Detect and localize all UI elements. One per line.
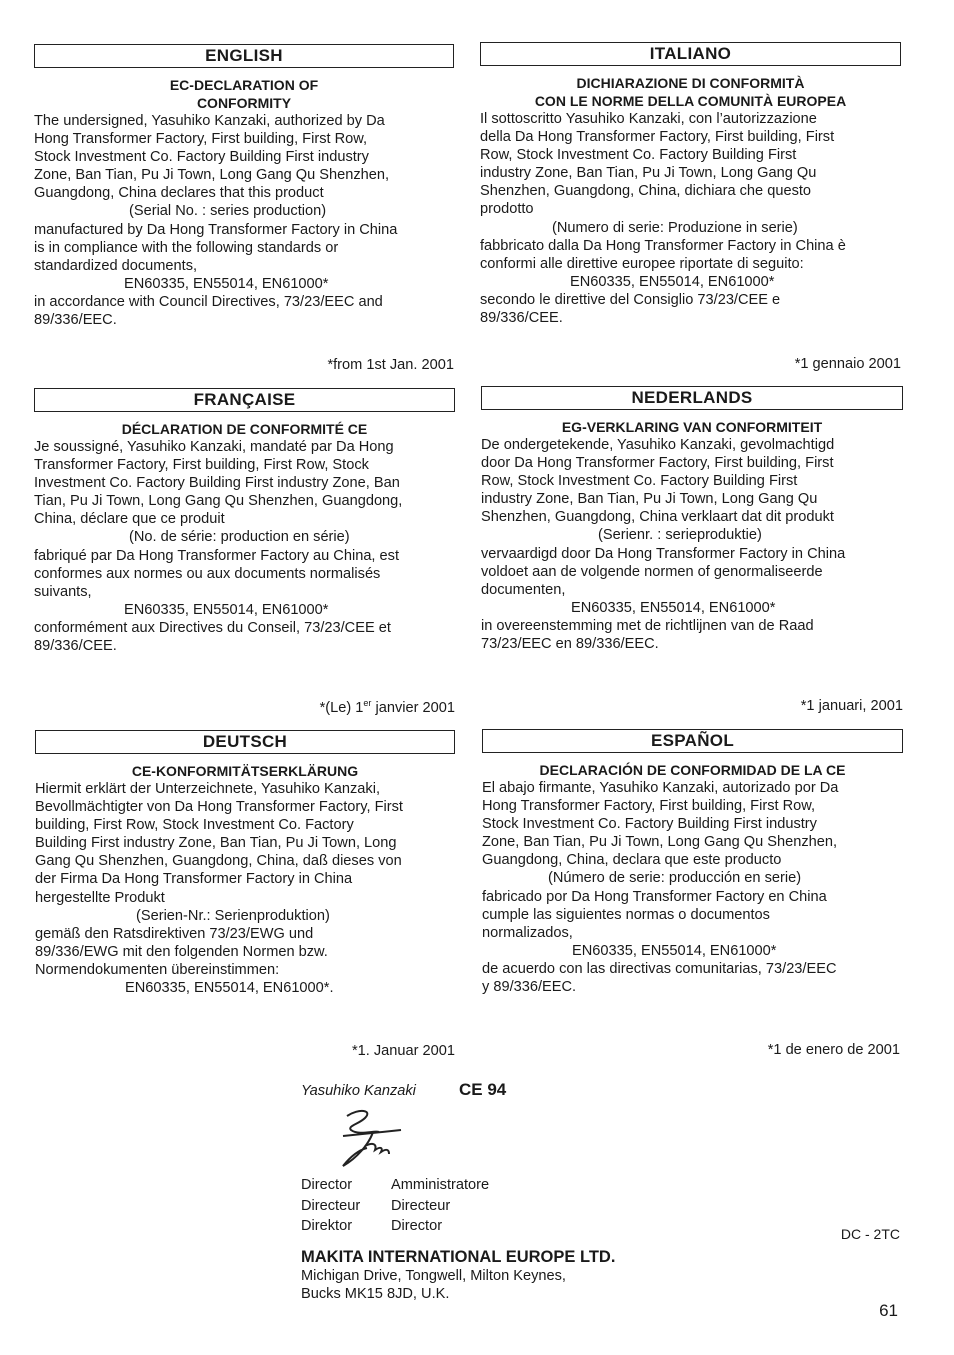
section-nederlands <box>481 386 903 714</box>
date-francaise <box>320 700 455 716</box>
subtitle-nederlands: EG-VERKLARING VAN CONFORMITEIT <box>561 419 823 435</box>
standards-line: EN60335, EN55014, EN61000* <box>124 601 329 618</box>
date-espanol: *1 de enero de 2001 <box>767 1042 900 1058</box>
body-espanol <box>482 779 903 996</box>
text-line: y 89/336/EEC. <box>482 979 577 996</box>
ce-mark: CE 94 <box>459 1080 507 1099</box>
date-italiano: *1 gennaio 2001 <box>794 356 901 372</box>
text-line: der Firma Da Hong Transformer Factory in China <box>35 871 353 888</box>
paragraph-lines <box>35 925 455 979</box>
text-line: Zone, Ban Tian, Pu Ji Town, Long Gang Qu Shenzhen, <box>482 834 838 851</box>
text-line: 89/336/CEE. <box>480 310 563 327</box>
text-line: in overeenstemming met de richtlijnen van de Raad <box>481 617 814 634</box>
section-francaise <box>34 388 455 716</box>
company-address-line: Bucks MK15 8JD, U.K. <box>301 1286 450 1302</box>
company-address-line: Michigan Drive, Tongwell, Milton Keynes, <box>301 1268 566 1284</box>
text-line: Guangdong, China, declara que este producto <box>482 852 782 869</box>
text-line: suivants, <box>34 583 92 600</box>
text-line: Il sottoscritto Yasuhiko Kanzaki, con l’autorizzazione <box>480 111 817 127</box>
text-line: voldoet aan de volgende normen of genormaliseerde <box>481 563 823 580</box>
date-suffix: janvier 2001 <box>371 700 455 716</box>
paragraph-lines <box>482 888 903 942</box>
text-line: standardized documents, <box>34 257 198 274</box>
text-line: fabbricato dalla Da Hong Transformer Factory in China è <box>480 237 846 254</box>
paragraph-lines <box>480 110 901 219</box>
text-line: China, déclare que ce produit <box>34 511 225 528</box>
subtitle-francaise: DÉCLARATION DE CONFORMITÉ CE <box>121 421 368 437</box>
text-line: fabriqué par Da Hong Transformer Factory au China, est <box>34 547 400 564</box>
section-italiano <box>480 42 901 372</box>
text-line: El abajo firmante, Yasuhiko Kanzaki, autorizado por Da <box>482 780 839 796</box>
text-line: Tian, Pu Ji Town, Long Gang Qu Shenzhen, Guangdong, <box>34 493 403 510</box>
heading-italiano: ITALIANO <box>480 42 901 66</box>
title-left: Director <box>301 1177 353 1193</box>
paragraph-lines <box>34 547 455 601</box>
text-line: normalizados, <box>482 924 573 941</box>
title-row <box>301 1196 489 1217</box>
body-english <box>34 112 454 329</box>
text-line: Row, Stock Investment Co. Factory Building First <box>480 147 797 164</box>
text-line: De ondergetekende, Yasuhiko Kanzaki, gevolmachtigd <box>481 437 835 453</box>
text-line: Hong Transformer Factory, First building, First Row, <box>34 131 368 148</box>
paragraph-lines <box>34 221 454 275</box>
text-line: Zone, Ban Tian, Pu Ji Town, Long Gang Qu Shenzhen, <box>34 167 390 184</box>
serial-line: (Serien-Nr.: Serienproduktion) <box>136 907 330 924</box>
text-line: manufactured by Da Hong Transformer Factory in China <box>34 221 398 238</box>
paragraph-lines <box>35 780 455 907</box>
serial-line: (Número de serie: producción en serie) <box>548 870 802 887</box>
subtitle-italiano: DICHIARAZIONE DI CONFORMITÀ CON LE NORME DELLA COMUNITÀ EUROPEA <box>534 75 847 109</box>
text-line: vervaardigd door Da Hong Transformer Factory in China <box>481 545 846 562</box>
text-line: hergestellte Produkt <box>35 889 165 906</box>
text-line: conformes aux normes ou aux documents normalisés <box>34 565 381 582</box>
text-line: is in compliance with the following standards or <box>34 239 339 256</box>
text-line: 73/23/EEC en 89/336/EEC. <box>481 636 659 653</box>
heading-espanol: ESPAÑOL <box>482 729 903 753</box>
text-line: building, First Row, Stock Investment Co. Factory <box>35 817 354 834</box>
section-english <box>34 44 454 373</box>
text-line: Investment Co. Factory Building First industry Zone, Ban <box>34 475 400 492</box>
body-nederlands <box>481 436 903 653</box>
body-italiano <box>480 110 901 327</box>
text-line: Normendokumenten übereinstimmen: <box>35 961 280 978</box>
heading-english: ENGLISH <box>34 44 454 68</box>
paragraph-lines <box>34 619 455 655</box>
text-line: Stock Investment Co. Factory Building First industry <box>34 149 369 166</box>
title-row <box>301 1216 489 1237</box>
text-line: cumple las siguientes normas o documentos <box>482 906 770 923</box>
text-line: Gang Qu Shenzhen, Guangdong, China, daß dieses von <box>35 853 402 870</box>
serial-line: (Numero di serie: Produzione in serie) <box>552 219 798 236</box>
text-line: della Da Hong Transformer Factory, First building, First <box>480 129 835 146</box>
standards-line: EN60335, EN55014, EN61000* <box>572 942 777 959</box>
serial-line: (No. de série: production en série) <box>129 529 350 546</box>
text-line: in accordance with Council Directives, 73/23/EEC and <box>34 293 383 310</box>
text-line: fabricado por Da Hong Transformer Factory en China <box>482 888 827 905</box>
text-line: Row, Stock Investment Co. Factory Building First <box>481 473 798 490</box>
text-line: 89/336/EWG mit den folgenden Normen bzw. <box>35 943 328 960</box>
section-espanol <box>482 729 903 1058</box>
subtitle-english: EC-DECLARATION OF CONFORMITY <box>169 77 319 111</box>
section-deutsch <box>35 730 455 1059</box>
standards-line: EN60335, EN55014, EN61000* <box>570 273 775 290</box>
title-right: Amministratore <box>391 1177 490 1193</box>
subtitle-espanol: DECLARACIÓN DE CONFORMIDAD DE LA CE <box>539 762 846 778</box>
text-line: Shenzhen, Guangdong, China, dichiara che questo <box>480 183 812 200</box>
text-line: prodotto <box>480 201 534 218</box>
text-line: de acuerdo con las directivas comunitarias, 73/23/EEC <box>482 960 837 977</box>
paragraph-lines <box>34 293 454 329</box>
paragraph-lines <box>480 291 901 327</box>
body-deutsch <box>35 780 455 997</box>
text-line: 89/336/EEC. <box>34 312 117 329</box>
date-prefix: *(Le) 1 <box>319 700 364 716</box>
signatory-name: Yasuhiko Kanzaki <box>301 1083 416 1099</box>
handwritten-signature <box>329 1106 439 1176</box>
standards-line: EN60335, EN55014, EN61000*. <box>125 980 334 997</box>
title-left: Direktor <box>301 1218 353 1234</box>
standards-line: EN60335, EN55014, EN61000* <box>124 275 329 292</box>
date-english: *from 1st Jan. 2001 <box>327 357 454 373</box>
paragraph-lines <box>481 617 903 653</box>
heading-deutsch: DEUTSCH <box>35 730 455 754</box>
date-superscript: er <box>363 698 372 709</box>
text-line: gemäß den Ratsdirektiven 73/23/EWG und <box>35 925 314 942</box>
subtitle-deutsch: CE-KONFORMITÄTSERKLÄRUNG <box>131 763 359 779</box>
text-line: Transformer Factory, First building, First Row, Stock <box>34 457 369 474</box>
text-line: Je soussigné, Yasuhiko Kanzaki, mandaté par Da Hong <box>34 439 394 455</box>
text-line: industry Zone, Ban Tian, Pu Ji Town, Long Gang Qu <box>480 165 817 182</box>
text-line: Bevollmächtigter von Da Hong Transformer Factory, First <box>35 799 403 816</box>
text-line: Hiermit erklärt der Unterzeichnete, Yasuhiko Kanzaki, <box>35 781 380 797</box>
date-nederlands: *1 januari, 2001 <box>800 698 903 714</box>
text-line: conformi alle direttive europee riportate di seguito: <box>480 255 804 272</box>
heading-nederlands: NEDERLANDS <box>481 386 903 410</box>
text-line: Hong Transformer Factory, First building, First Row, <box>482 798 816 815</box>
company-block <box>301 1248 615 1303</box>
paragraph-lines <box>482 779 903 869</box>
date-deutsch: *1. Januar 2001 <box>351 1043 455 1059</box>
text-line: Guangdong, China declares that this product <box>34 185 324 202</box>
paragraph-lines <box>34 438 455 528</box>
company-name: MAKITA INTERNATIONAL EUROPE LTD. <box>301 1248 616 1266</box>
paragraph-lines <box>481 545 903 599</box>
text-line: secondo le direttive del Consiglio 73/23/CEE e <box>480 291 781 308</box>
page-number: 61 <box>879 1301 898 1320</box>
text-line: Stock Investment Co. Factory Building First industry <box>482 816 817 833</box>
text-line: conformément aux Directives du Conseil, 73/23/CEE et <box>34 619 391 636</box>
paragraph-lines <box>34 112 454 202</box>
paragraph-lines <box>480 237 901 273</box>
paragraph-lines <box>482 960 903 996</box>
text-line: Building First industry Zone, Ban Tian, Pu Ji Town, Long <box>35 835 397 852</box>
heading-francaise: FRANÇAISE <box>34 388 455 412</box>
serial-line: (Serienr. : serieproduktie) <box>598 527 762 544</box>
title-row <box>301 1175 489 1196</box>
text-line: industry Zone, Ban Tian, Pu Ji Town, Long Gang Qu <box>481 491 818 508</box>
title-left: Directeur <box>301 1197 361 1214</box>
paragraph-lines <box>481 436 903 526</box>
standards-line: EN60335, EN55014, EN61000* <box>571 599 776 616</box>
serial-line: (Serial No. : series production) <box>129 203 327 220</box>
text-line: 89/336/CEE. <box>34 638 117 655</box>
document-code: DC - 2TC <box>840 1226 900 1242</box>
text-line: documenten, <box>481 581 566 598</box>
text-line: door Da Hong Transformer Factory, First building, First <box>481 455 834 472</box>
title-right: Directeur <box>391 1197 451 1214</box>
body-francaise <box>34 438 455 655</box>
text-line: The undersigned, Yasuhiko Kanzaki, authorized by Da <box>34 113 385 129</box>
title-right: Director <box>391 1218 443 1234</box>
signatory-titles <box>301 1175 489 1237</box>
text-line: Shenzhen, Guangdong, China verklaart dat dit produkt <box>481 509 834 526</box>
